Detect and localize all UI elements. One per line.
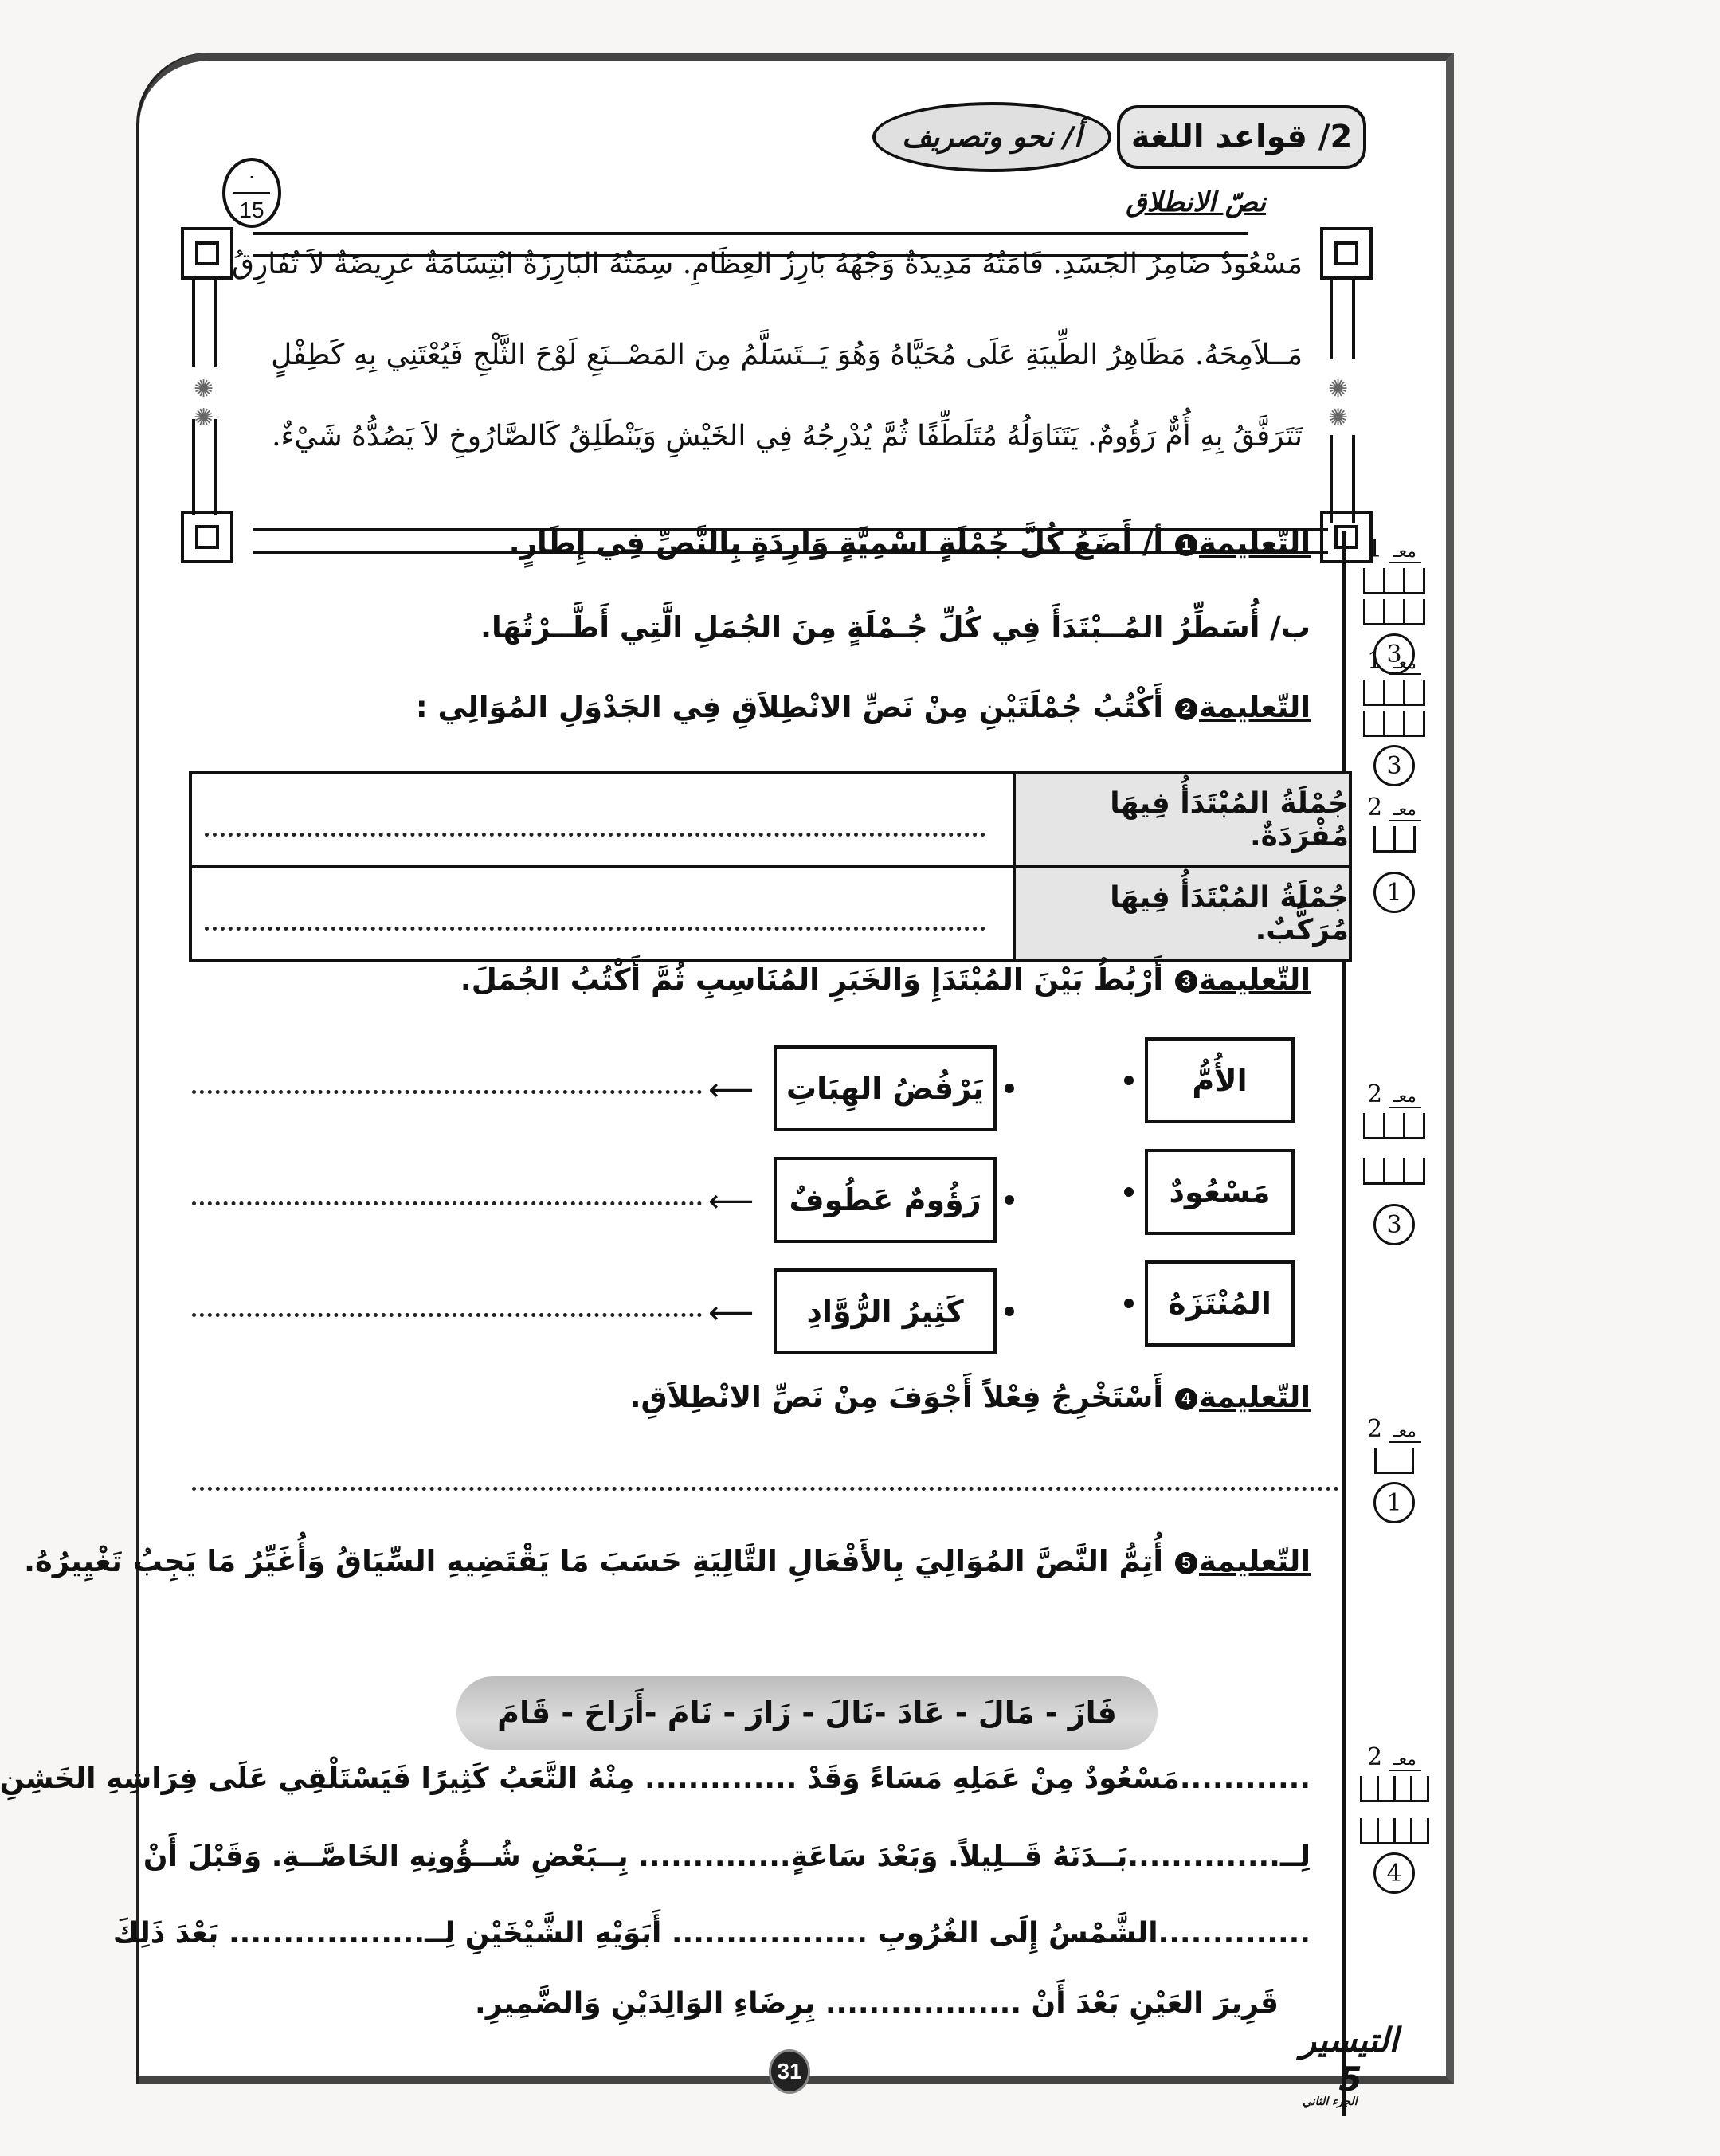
table-row-label: جُمْلَةُ المُبْتَدَأُ فِيهَا مُرَكَّبٌ. xyxy=(1013,868,1349,959)
criteria-grid[interactable] xyxy=(1374,1448,1414,1474)
exercise-number-badge: 1 xyxy=(1175,534,1197,556)
criteria-grid[interactable] xyxy=(1363,568,1425,594)
grading-margin-line xyxy=(1342,531,1346,2116)
star-ornament-icon: ✺ xyxy=(194,404,214,432)
fill-in-line[interactable]: ............مَسْعُودٌ مِنْ عَمَلِهِ مَسَاءً وَقَدْ .............. مِنْهُ التَّعَبُ كَثِيرًا فَيَسْتَلْقِي عَلَى فِرَاشِهِ الخَشِنِ xyxy=(0,1762,1311,1795)
exercise-number-badge: 2 xyxy=(1175,698,1197,720)
sentence-table xyxy=(189,771,1352,962)
arrow-left-icon: ⟵ xyxy=(708,1295,754,1331)
score-block xyxy=(1346,647,1442,786)
fill-in-line[interactable]: لِــ..............بَــدَنَهُ قَــلِيلاً. وَبَعْدَ سَاعَةٍ.............. بِــبَعْضِ شُــؤُونِهِ الخَاصَّــةِ. وَقَبْلَ أَنْ xyxy=(143,1840,1311,1873)
star-ornament-icon: ✺ xyxy=(194,375,214,403)
frame-left-border-bottom xyxy=(192,419,217,515)
competency-level: 1 xyxy=(1367,535,1383,563)
answer-line[interactable] xyxy=(192,1487,1339,1491)
frame-corner-ornament xyxy=(181,511,233,563)
answer-line[interactable] xyxy=(205,927,985,931)
star-ornament-icon: ✺ xyxy=(1328,404,1349,432)
competency-level: 1 xyxy=(1367,647,1383,675)
exercise-label: التّعليمة xyxy=(1198,1380,1311,1414)
table-row-label: جُمْلَةُ المُبْتَدَأُ فِيهَا مُفْرَدَةٌ. xyxy=(1013,774,1349,865)
star-ornament-icon: ✺ xyxy=(1328,375,1349,403)
points-circle: 3 xyxy=(1373,1204,1415,1245)
brand-logo xyxy=(1299,2021,1398,2108)
competency-label: معـ xyxy=(1389,1087,1421,1108)
score-block xyxy=(1346,794,1442,913)
brand-name: التيسير 5 xyxy=(1299,2021,1398,2099)
section-title-badge: 2/ قواعد اللغة xyxy=(1117,105,1366,169)
arrow-left-icon: ⟵ xyxy=(708,1183,754,1220)
exercise-4 xyxy=(629,1380,1311,1414)
criteria-grid[interactable] xyxy=(1363,1113,1425,1139)
frame-corner-ornament xyxy=(1320,227,1373,280)
score-block xyxy=(1346,1415,1442,1523)
competency-label: معـ xyxy=(1389,800,1421,821)
total-score-obtained: · xyxy=(248,163,256,188)
exercise-3 xyxy=(460,962,1311,997)
verb-bank: فَازَ - مَالَ - عَادَ -نَالَ - زَارَ - نَامَ -أَرَاحَ - قَامَ xyxy=(456,1676,1158,1750)
exercise-2 xyxy=(416,690,1311,724)
criteria-grid[interactable] xyxy=(1363,1158,1425,1185)
points-circle: 3 xyxy=(1373,633,1415,675)
exercise-label: التّعليمة xyxy=(1198,526,1311,560)
brand-subtitle: الجزء الثاني xyxy=(1303,2095,1358,2108)
match-dot[interactable] xyxy=(1005,1195,1014,1205)
fill-in-line[interactable]: قَرِيرَ العَيْنِ بَعْدَ أَنْ .................. بِرِضَاءِ الوَالِدَيْنِ وَالضَّمِيرِ. xyxy=(475,1987,1279,2020)
competency-level: 2 xyxy=(1367,1080,1383,1108)
exercise-label: التّعليمة xyxy=(1198,690,1311,724)
match-dot[interactable] xyxy=(1124,1299,1134,1308)
answer-line[interactable] xyxy=(192,1090,702,1094)
answer-line[interactable] xyxy=(192,1201,702,1205)
criteria-grid[interactable] xyxy=(1373,826,1416,853)
arrow-left-icon: ⟵ xyxy=(708,1072,754,1108)
exercise-number-badge: 4 xyxy=(1175,1388,1197,1410)
match-dot[interactable] xyxy=(1124,1076,1134,1085)
frame-right-border-bottom xyxy=(1330,435,1355,523)
score-head xyxy=(1367,647,1421,675)
exercise-number-badge: 3 xyxy=(1175,970,1197,993)
subsection-title-badge: أ/ نحو وتصريف xyxy=(872,102,1111,172)
predicate-box[interactable]: كَثِيرُ الرُّوَّادِ xyxy=(774,1268,997,1354)
competency-label: معـ xyxy=(1389,653,1421,675)
exercise-1a xyxy=(509,526,1311,560)
worksheet-page xyxy=(0,53,1454,2108)
points-circle: 4 xyxy=(1373,1852,1415,1894)
exercise-4-text: أَسْتَخْرِجُ فِعْلاً أَجْوَفَ مِنْ نَصِّ الانْطِلاَقِ. xyxy=(629,1380,1164,1414)
passage-line: تَتَرَفَّقُ بِهِ أُمٌّ رَؤُومٌ. يَتَنَاوَلُهُ مُتَلَطِّفًا ثُمَّ يُدْرِجُهُ فِي الخَيْشِ وَيَنْطَلِقُ كَالصَّارُوخِ لاَ يَصُدُّهُ شَيْءٌ. xyxy=(272,420,1303,453)
exercise-3-text: أَرْبُطُ بَيْنَ المُبْتَدَإِ وَالخَبَرِ المُنَاسِبِ ثُمَّ أَكْتُبُ الجُمَلَ. xyxy=(460,962,1164,997)
passage-line: مَــلاَمِحَهُ. مَظَاهِرُ الطِّيبَةِ عَلَى مُحَيَّاهُ وَهُوَ يَــتَسَلَّمُ مِنَ المَصْــنَعِ لَوْحَ الثَّلْجِ فَيُعْتَنِي بِهِ كَطِفْلٍ xyxy=(271,339,1303,371)
frame-left-border-top xyxy=(192,280,217,367)
score-head xyxy=(1367,1743,1421,1771)
score-head xyxy=(1367,535,1421,563)
score-block xyxy=(1346,1080,1442,1245)
match-dot[interactable] xyxy=(1124,1187,1134,1197)
criteria-grid[interactable] xyxy=(1363,680,1425,706)
match-dot[interactable] xyxy=(1005,1307,1014,1316)
answer-line[interactable] xyxy=(205,833,985,837)
competency-label: معـ xyxy=(1389,542,1421,563)
score-head xyxy=(1367,1080,1421,1108)
passage-title: نصّ الانطلاق xyxy=(1121,186,1271,218)
subject-box[interactable]: الأُمُّ xyxy=(1145,1037,1295,1123)
competency-level: 2 xyxy=(1367,1743,1383,1771)
points-circle: 1 xyxy=(1373,1482,1415,1523)
frame-right-border-top xyxy=(1330,280,1355,359)
criteria-grid[interactable] xyxy=(1363,711,1425,737)
subject-box[interactable]: مَسْعُودٌ xyxy=(1145,1149,1295,1235)
exercise-5 xyxy=(24,1544,1311,1578)
criteria-grid[interactable] xyxy=(1363,599,1425,625)
match-dot[interactable] xyxy=(1005,1084,1014,1093)
points-circle: 3 xyxy=(1373,745,1415,786)
table-row xyxy=(192,774,1349,865)
competency-label: معـ xyxy=(1389,1421,1421,1443)
exercise-label: التّعليمة xyxy=(1198,962,1311,997)
passage-line: مَسْعُودٌ ضَامِرُ الجَسَدِ. قَامَتُهُ مَدِيدَةٌ وَجْهُهُ بَارِزُ العِظَامِ. سِمَتُهُ البَارِزَةُ ابْتِسَامَةٌ عَرِيضَةٌ لاَ تُفَارِقُ xyxy=(231,248,1303,280)
exercise-2-text: أَكْتُبُ جُمْلَتَيْنِ مِنْ نَصِّ الانْطِلاَقِ فِي الجَدْوَلِ المُوَالِي : xyxy=(415,690,1164,724)
total-score-max: 15 xyxy=(239,197,264,222)
score-head xyxy=(1367,794,1421,821)
fraction-bar xyxy=(233,192,270,194)
points-circle: 1 xyxy=(1373,872,1415,913)
exercise-label: التّعليمة xyxy=(1198,1544,1311,1578)
fill-in-line[interactable]: ..............الشَّمْسُ إِلَى الغُرُوبِ .................. أَبَوَيْهِ الشَّيْخَيْنِ لِــ.................. بَعْدَ ذَلِكَ xyxy=(112,1917,1311,1950)
predicate-box[interactable]: رَؤُومٌ عَطُوفٌ xyxy=(774,1157,997,1243)
exercise-1a-text: أ/ أَضَعُ كُلَّ جُمْلَةٍ اسْمِيَّةٍ وَارِدَةٍ بِالنَّصِّ فِي إِطَارٍ. xyxy=(508,526,1164,560)
competency-level: 2 xyxy=(1367,1415,1383,1443)
answer-line[interactable] xyxy=(192,1313,702,1317)
exercise-1b: ب/ أُسَطِّرُ المُــبْتَدَأَ فِي كُلِّ جُـمْلَةٍ مِنَ الجُمَلِ الَّتِي أَطَّــرْتُهَا. xyxy=(480,610,1311,645)
frame-corner-ornament xyxy=(181,227,233,280)
predicate-box[interactable]: يَرْفُضُ الهِبَاتِ xyxy=(774,1045,997,1131)
score-head xyxy=(1367,1415,1421,1443)
page-number: 31 xyxy=(769,2049,810,2094)
exercise-5-text: أُتِمُّ النَّصَّ المُوَالِيَ بِالأَفْعَالِ التَّالِيَةِ حَسَبَ مَا يَقْتَضِيهِ السِّيَاقُ وَأُغَيِّرُ مَا يَجِبُ تَغْيِيرُهُ. xyxy=(24,1544,1164,1578)
exercise-number-badge: 5 xyxy=(1175,1552,1197,1574)
competency-level: 2 xyxy=(1367,794,1383,821)
competency-label: معـ xyxy=(1389,1750,1421,1771)
subject-box[interactable]: المُنْتَزَهُ xyxy=(1145,1260,1295,1347)
table-row xyxy=(192,865,1349,959)
criteria-grid[interactable] xyxy=(1360,1818,1429,1844)
criteria-grid[interactable] xyxy=(1360,1776,1429,1802)
score-block xyxy=(1346,1743,1442,1894)
